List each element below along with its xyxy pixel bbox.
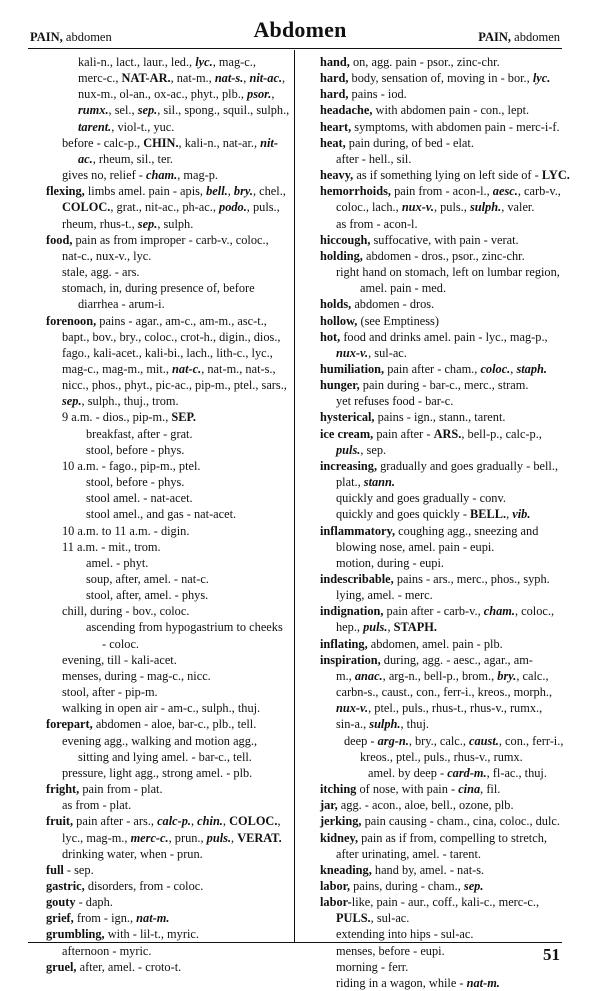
index-line: soup, after, amel. - nat-c. <box>86 572 209 586</box>
running-head-right: PAIN, abdomen <box>478 30 560 44</box>
index-line: tarent., viol-t., yuc. <box>78 119 175 134</box>
running-head-left: PAIN, abdomen <box>30 30 112 44</box>
index-line: jar, agg. - acon., aloe, bell., ozone, plb. <box>320 798 514 813</box>
index-line: rumx., sel., sep., sil., spong., squil., sulph., <box>78 103 290 118</box>
index-line: riding in a wagon, while - nat-m. <box>336 975 500 990</box>
index-line: forepart, abdomen - aloe, bar-c., plb., tell. <box>46 717 257 732</box>
footer-rule <box>28 942 562 943</box>
index-line: nux-m., ol-an., ox-ac., phyt., plb., psor., <box>78 87 275 102</box>
index-line: ac., rheum, sil., ter. <box>78 151 173 166</box>
column-divider <box>294 50 295 942</box>
index-line: merc-c., NAT-AR., nat-m., nat-s., nit-ac., <box>78 71 286 86</box>
index-line: breakfast, after - grat. <box>86 426 193 441</box>
index-line: nux-v., ptel., puls., rhus-t., rhus-v., rumx., <box>336 701 543 716</box>
page-number: 51 <box>543 945 560 964</box>
index-line: kreos., ptel., puls., rhus-v., rumx. <box>360 749 523 764</box>
index-line: hand, on, agg. pain - psor., zinc-chr. <box>320 55 500 69</box>
index-line: 11 a.m. - mit., trom. <box>62 539 161 554</box>
index-line: stool amel. - nat-acet. <box>86 491 193 506</box>
index-line: stool, after, amel. - phys. <box>86 588 209 603</box>
index-line: hard, body, sensation of, moving in - bor., lyc. <box>320 71 551 86</box>
index-line: hiccough, suffocative, with pain - verat. <box>320 232 519 247</box>
index-line: lyc., mag-m., merc-c., prun., puls., VERAT. <box>62 830 282 845</box>
index-line: itching of nose, with pain - cina, fil. <box>320 782 501 797</box>
index-line: nicc., phos., phyt., pic-ac., pip-m., ptel., sars., <box>62 378 287 393</box>
index-line: full - sep. <box>46 862 94 877</box>
index-line: rheum, rhus-t., sep., sulph. <box>62 216 194 231</box>
index-line: flexing, limbs amel. pain - apis, bell., bry., chel., <box>46 184 286 199</box>
index-line: extending into hips - sul-ac. <box>336 927 474 942</box>
header-rule <box>28 48 562 49</box>
index-line: fright, pain from - plat. <box>46 782 163 797</box>
index-line: heavy, as if something lying on left side of - LYC. <box>320 168 570 183</box>
index-line: sitting and lying amel. - bar-c., tell. <box>78 749 252 764</box>
index-line: as from - acon-l. <box>336 216 418 231</box>
index-line: amel. - phyt. <box>86 555 149 570</box>
index-line: afternoon - myric. <box>62 943 152 958</box>
index-line: quickly and goes quickly - BELL., vib. <box>336 507 531 522</box>
index-line: evening, till - kali-acet. <box>62 652 177 667</box>
index-line: amel. pain - med. <box>360 281 447 296</box>
right-column <box>320 54 570 991</box>
index-line: kneading, hand by, amel. - nat-s. <box>320 862 485 877</box>
index-line: hysterical, pains - ign., stann., tarent. <box>320 410 506 425</box>
index-line: carbn-s., caust., con., ferr-i., kreos., morph., <box>336 685 553 700</box>
index-line: fago., kali-acet., kali-bi., lach., lith-c., lyc., <box>62 345 273 360</box>
index-line: hard, pains - iod. <box>320 87 407 102</box>
index-line: 9 a.m. - dios., pip-m., SEP. <box>62 410 196 425</box>
index-line: mag-c., mag-m., mit., nat-c., nat-m., nat-s., <box>62 361 276 376</box>
index-line: inflating, abdomen, amel. pain - plb. <box>320 636 503 651</box>
index-line: lying, amel. - merc. <box>336 588 433 603</box>
index-line: sep., sulph., thuj., trom. <box>62 394 179 409</box>
index-line: before - calc-p., CHIN., kali-n., nat-ar., nit- <box>62 135 278 150</box>
page-title: Abdomen <box>253 17 347 42</box>
index-line: humiliation, pain after - cham., coloc., staph. <box>320 361 547 376</box>
index-line: gruel, after, amel. - croto-t. <box>46 959 182 974</box>
index-line: PULS., sul-ac. <box>336 911 410 926</box>
index-line: nux-v., sul-ac. <box>336 345 407 360</box>
index-line: inflammatory, coughing agg., sneezing and <box>320 523 539 538</box>
index-line: holds, abdomen - dros. <box>320 297 435 312</box>
index-line: heart, symptoms, with abdomen pain - merc-i-f. <box>320 119 560 134</box>
index-line: quickly and goes gradually - conv. <box>336 491 506 506</box>
index-line: amel. by deep - card-m., fl-ac., thuj. <box>368 765 547 780</box>
index-line: after - hell., sil. <box>336 151 412 166</box>
index-line: walking in open air - am-c., sulph., thuj. <box>62 701 261 716</box>
index-line: stool, before - phys. <box>86 475 185 490</box>
index-line: 10 a.m. to 11 a.m. - digin. <box>62 523 190 538</box>
index-line: inspiration, during, agg. - aesc., agar., am- <box>320 652 533 667</box>
index-line: increasing, gradually and goes gradually - bell., <box>320 458 559 473</box>
index-line: fruit, pain after - ars., calc-p., chin., COLOC., <box>46 814 281 829</box>
index-line: nat-c., nux-v., lyc. <box>62 248 152 263</box>
index-line: as from - plat. <box>62 798 132 813</box>
index-line: hemorrhoids, pain from - acon-l., aesc., carb-v., <box>320 184 561 199</box>
index-line: grief, from - ign., nat-m. <box>46 911 170 926</box>
index-line: chill, during - bov., coloc. <box>62 604 190 619</box>
index-line: gastric, disorders, from - coloc. <box>46 878 204 893</box>
index-line: menses, before - eupi. <box>336 943 445 958</box>
index-line: plat., stann. <box>336 475 396 490</box>
index-line: ice cream, pain after - ARS., bell-p., calc-p., <box>320 426 542 441</box>
index-line: stool, before - phys. <box>86 442 185 457</box>
index-line: deep - arg-n., bry., calc., caust., con., ferr-i., <box>344 733 564 748</box>
index-line: COLOC., grat., nit-ac., ph-ac., podo., puls., <box>62 200 280 215</box>
index-line: m., anac., arg-n., bell-p., brom., bry., calc., <box>336 668 549 683</box>
index-line: stomach, in, during presence of, before <box>62 281 255 296</box>
index-line: sin-a., sulph., thuj. <box>336 717 429 732</box>
index-line: morning - ferr. <box>336 959 409 974</box>
index-line: grumbling, with - lil-t., myric. <box>46 927 199 942</box>
index-line: drinking water, when - prun. <box>62 846 203 861</box>
index-line: yet refuses food - bar-c. <box>336 394 454 409</box>
index-line: right hand on stomach, left on lumbar region, <box>336 265 560 280</box>
index-line: coloc., lach., nux-v., puls., sulph., valer. <box>336 200 535 215</box>
index-line: heat, pain during, of bed - elat. <box>320 135 474 150</box>
index-line: after urinating, amel. - tarent. <box>336 846 481 861</box>
index-line: jerking, pain causing - cham., cina, coloc., dulc. <box>320 814 560 829</box>
index-line: bapt., bov., bry., coloc., crot-h., digin., dios., <box>62 329 281 344</box>
index-line: stool, after - pip-m. <box>62 685 158 700</box>
index-line: labor-like, pain - aur., coff., kali-c., merc-c., <box>320 895 540 910</box>
index-line: - coloc. <box>102 636 140 651</box>
index-line: kali-n., lact., laur., led., lyc., mag-c., <box>78 55 256 69</box>
index-line: gouty - daph. <box>46 895 113 910</box>
index-line: indignation, pain after - carb-v., cham., coloc., <box>320 604 555 619</box>
index-line: food, pain as from improper - carb-v., coloc., <box>46 232 269 247</box>
page-header <box>0 0 600 50</box>
index-line: indescribable, pains - ars., merc., phos., syph. <box>320 572 550 586</box>
index-line: evening agg., walking and motion agg., <box>62 733 258 748</box>
index-line: menses, during - mag-c., nicc. <box>62 668 211 683</box>
index-line: gives no, relief - cham., mag-p. <box>62 168 218 183</box>
index-line: hot, food and drinks amel. pain - lyc., mag-p., <box>320 329 548 344</box>
index-line: puls., sep. <box>336 442 387 457</box>
index-line: labor, pains, during - cham., sep. <box>320 878 484 893</box>
index-line: forenoon, pains - agar., am-c., am-m., asc-t., <box>46 313 267 328</box>
index-line: hunger, pain during - bar-c., merc., stram. <box>320 378 529 393</box>
index-line: stale, agg. - ars. <box>62 265 140 280</box>
index-line: headache, with abdomen pain - con., lept. <box>320 103 530 118</box>
index-line: pressure, light agg., strong amel. - plb. <box>62 765 253 780</box>
index-line: diarrhea - arum-i. <box>78 297 165 312</box>
index-line: hep., puls., STAPH. <box>336 620 437 635</box>
index-line: blowing nose, amel. pain - eupi. <box>336 539 495 554</box>
left-column <box>46 54 290 975</box>
index-line: hollow, (see Emptiness) <box>320 313 439 328</box>
index-line: ascending from hypogastrium to cheeks <box>86 620 283 635</box>
index-line: holding, abdomen - dros., psor., zinc-chr. <box>320 248 525 263</box>
index-line: stool amel., and gas - nat-acet. <box>86 507 237 522</box>
index-line: kidney, pain as if from, compelling to stretch, <box>320 830 547 845</box>
index-line: 10 a.m. - fago., pip-m., ptel. <box>62 458 201 473</box>
index-line: motion, during - eupi. <box>336 555 444 570</box>
